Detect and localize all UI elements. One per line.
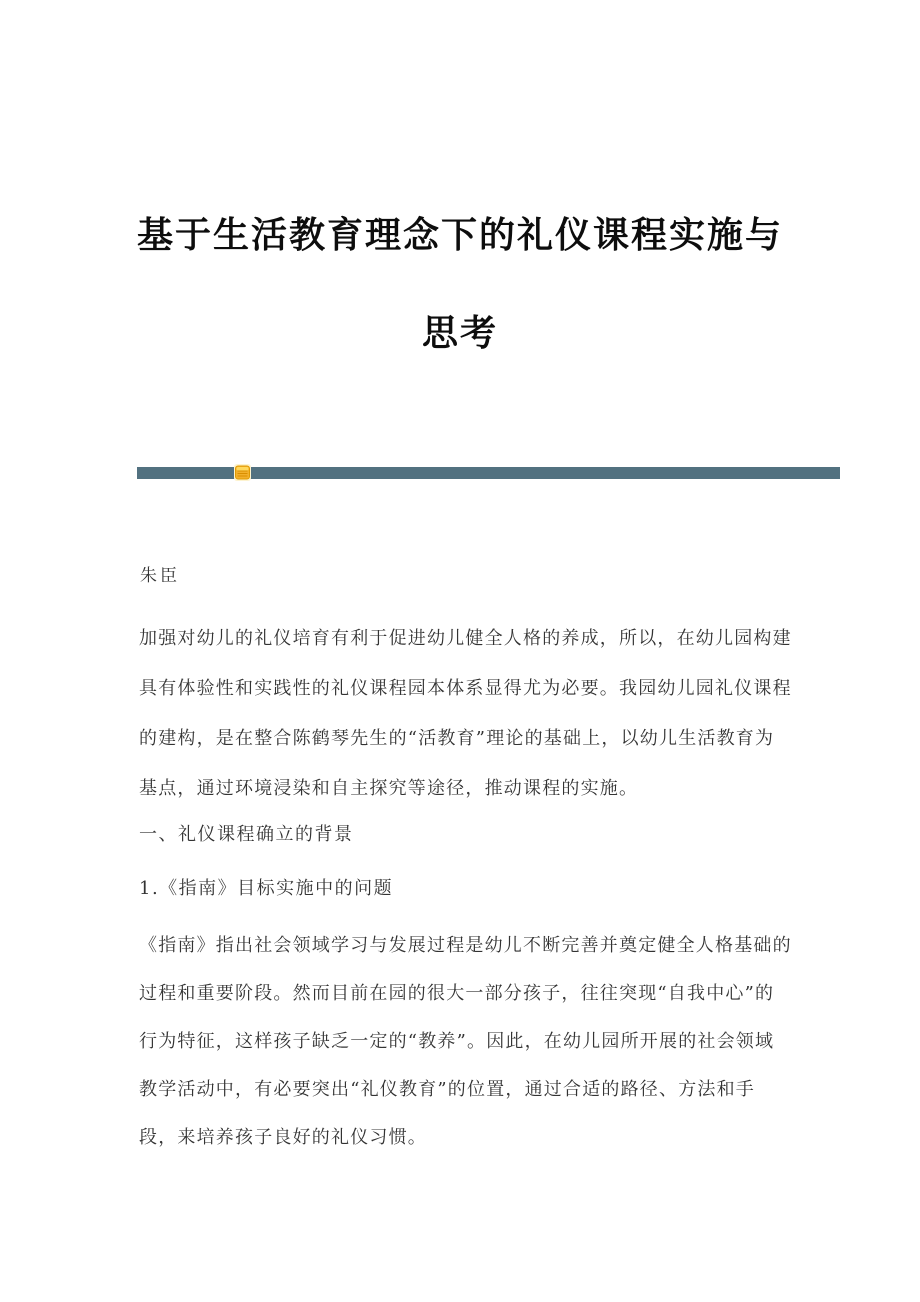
text-line: 《指南》指出社会领域学习与发展过程是幼儿不断完善并奠定健全人格基础的 bbox=[139, 935, 792, 956]
author-name: 朱臣 bbox=[140, 566, 180, 586]
subsection-heading-guide-problems: 1.《指南》目标实施中的问题 bbox=[139, 878, 394, 899]
document-title-line-1: 基于生活教育理念下的礼仪课程实施与 bbox=[136, 214, 783, 256]
text-line: 的建构，是在整合陈鹤琴先生的“活教育”理论的基础上，以幼儿生活教育为 bbox=[139, 728, 775, 749]
section-heading-background: 一、礼仪课程确立的背景 bbox=[139, 824, 354, 845]
text-line: 行为特征，这样孩子缺乏一定的“教养”。因此，在幼儿园所开展的社会领域 bbox=[139, 1031, 775, 1052]
text-line: 过程和重要阶段。然而目前在园的很大一部分孩子，往往突现“自我中心”的 bbox=[139, 983, 775, 1004]
text-line: 加强对幼儿的礼仪培育有利于促进幼儿健全人格的养成，所以，在幼儿园构建 bbox=[139, 628, 792, 649]
text-line: 基点，通过环境浸染和自主探究等途径，推动课程的实施。 bbox=[139, 778, 639, 799]
paragraph-intro bbox=[139, 614, 799, 814]
text-line: 具有体验性和实践性的礼仪课程园本体系显得尤为必要。我园幼儿园礼仪课程 bbox=[139, 678, 792, 699]
text-line: 教学活动中，有必要突出“礼仪教育”的位置，通过合适的路径、方法和手 bbox=[139, 1079, 756, 1100]
gold-booklet-icon bbox=[234, 463, 251, 482]
text-line: 段，来培养孩子良好的礼仪习惯。 bbox=[139, 1127, 427, 1148]
paragraph-guide-analysis bbox=[139, 922, 799, 1162]
document-title-line-2: 思考 bbox=[421, 312, 498, 354]
title-divider-rule bbox=[137, 467, 840, 479]
